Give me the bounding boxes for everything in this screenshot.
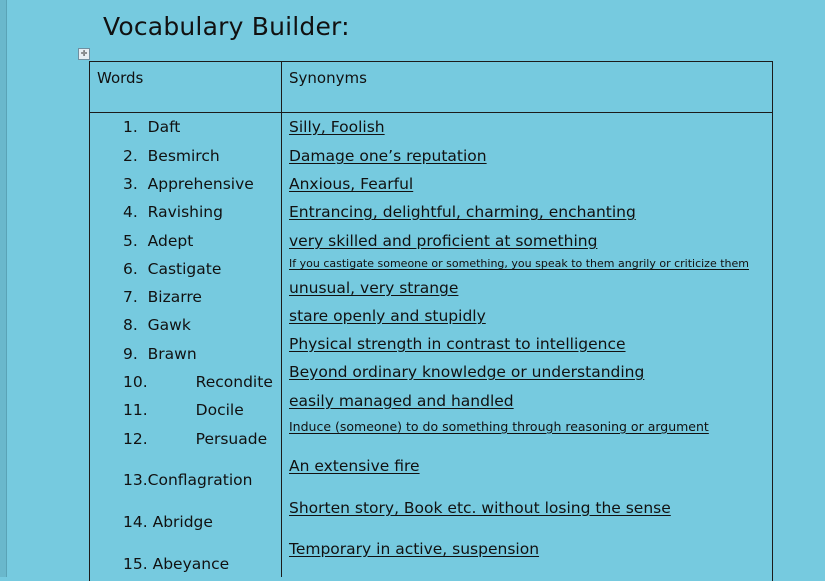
word-row-3: 3. Apprehensive <box>123 175 254 193</box>
synonym-row-5: very skilled and proficient at something <box>289 232 598 250</box>
word-row-12: 12. Persuade <box>123 430 268 448</box>
word-row-8: 8. Gawk <box>123 316 191 334</box>
page-left-edge <box>0 0 7 577</box>
page-title: Vocabulary Builder: <box>103 12 350 41</box>
synonym-row-3: Anxious, Fearful <box>289 175 414 193</box>
synonym-row-1: Silly, Foolish <box>289 118 385 136</box>
word-row-10: 10. Recondite <box>123 373 273 391</box>
word-row-1: 1. Daft <box>123 118 181 136</box>
synonym-row-12: An extensive fire <box>289 457 420 475</box>
synonym-row-13: Shorten story, Book etc. without losing the sense <box>289 499 671 517</box>
synonym-row-11: Induce (someone) to do something through reasoning or argument <box>289 419 709 434</box>
synonym-row-castigate-note: If you castigate someone or something, you speak to them angrily or criticize them <box>289 257 749 270</box>
header-divider <box>89 112 773 113</box>
synonym-row-4: Entrancing, delightful, charming, enchanting <box>289 203 636 221</box>
synonym-row-2: Damage one’s reputation <box>289 147 487 165</box>
word-row-2: 2. Besmirch <box>123 147 220 165</box>
header-synonyms: Synonyms <box>289 69 367 87</box>
synonym-row-7: stare openly and stupidly <box>289 307 486 325</box>
word-row-15: 15. Abeyance <box>123 555 230 573</box>
header-words: Words <box>97 69 144 87</box>
word-row-5: 5. Adept <box>123 232 194 250</box>
word-row-11: 11. Docile <box>123 401 244 419</box>
synonym-row-10: easily managed and handled <box>289 392 514 410</box>
word-row-4: 4. Ravishing <box>123 203 223 221</box>
synonym-row-8: Physical strength in contrast to intelligence <box>289 335 626 353</box>
synonym-row-6: unusual, very strange <box>289 279 459 297</box>
word-row-7: 7. Bizarre <box>123 288 202 306</box>
word-row-13: 13.Conflagration <box>123 471 253 489</box>
word-row-6: 6. Castigate <box>123 260 222 278</box>
word-row-9: 9. Brawn <box>123 345 197 363</box>
column-divider <box>281 61 282 577</box>
synonym-row-9: Beyond ordinary knowledge or understanding <box>289 363 645 381</box>
table-move-handle-icon[interactable]: ✛ <box>78 48 90 60</box>
word-row-14: 14. Abridge <box>123 513 213 531</box>
synonym-row-14: Temporary in active, suspension <box>289 540 540 558</box>
